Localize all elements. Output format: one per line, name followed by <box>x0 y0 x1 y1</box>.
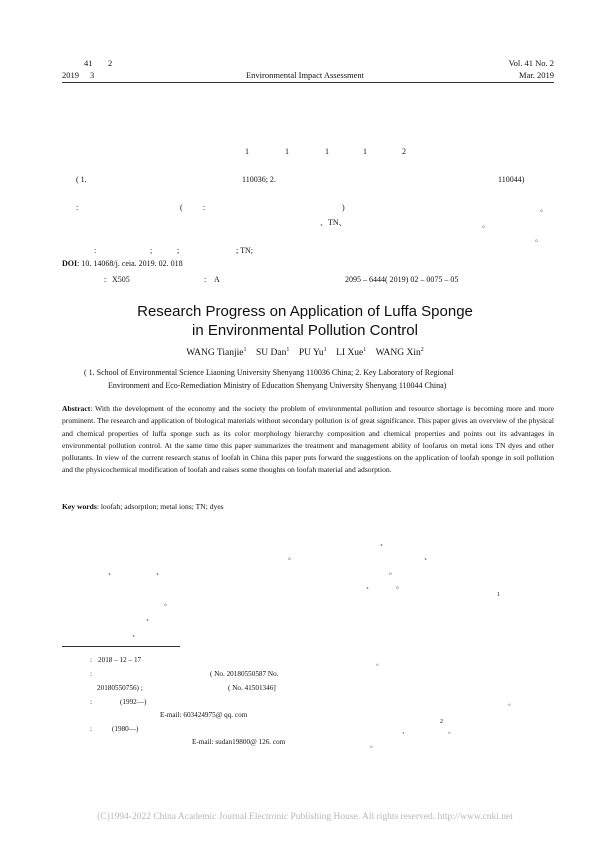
doi-value: : 10. 14068/j. ceia. 2019. 02. 018 <box>77 259 183 268</box>
cn-keywords-colon: : <box>94 246 97 255</box>
fn-author1-year: (1992—) <box>120 698 147 706</box>
footnote-rule <box>62 646 180 647</box>
cn-author-sup-3: 1 <box>325 147 329 156</box>
body-fragment: 、 <box>424 552 432 561</box>
author-en-3: PU Yu$^1$ <box>298 347 327 359</box>
author-en-5: WANG Xin$^2$ <box>375 347 424 359</box>
body-fragment: 。 <box>396 581 404 590</box>
body-fragment: 1 <box>497 592 500 598</box>
abstract-label: Abstract <box>62 404 91 413</box>
fn-fund-2: 20180550756) ; <box>97 684 143 692</box>
fn-author1-email: E-mail: 603424975@ qq. com <box>160 711 248 719</box>
cn-abstract-paren-close: ) <box>342 203 345 212</box>
cn-keywords-semi2: ; <box>177 246 180 255</box>
header-year: 2019 <box>62 70 79 80</box>
header-journal-name: Environmental Impact Assessment <box>245 70 365 80</box>
cn-abstract-paren-open: ( <box>180 203 183 212</box>
body-fragment: 、 <box>366 581 374 590</box>
keywords-en <box>62 502 224 511</box>
fn-author2-sep: 、 <box>402 727 410 735</box>
cn-author-sup-4: 1 <box>363 147 367 156</box>
cn-affiliation-code2: 110044) <box>498 175 525 184</box>
fn-fund-colon: : <box>90 670 92 678</box>
fn-author2-colon: : <box>90 725 92 733</box>
fn-dot-b: 。 <box>370 741 378 749</box>
author-en-4: LI Xue$^1$ <box>336 347 367 359</box>
cn-abstract-dot1: 。 <box>540 204 548 213</box>
fn-fund-3: ( No. 41501346] <box>228 684 276 692</box>
cn-keywords-semi1: ; <box>150 246 153 255</box>
cn-keywords-tn: ; TN; <box>236 246 253 255</box>
fn-author2-dot: 。 <box>448 727 456 735</box>
body-fragment: 。 <box>389 567 397 576</box>
doi <box>62 259 183 268</box>
header-rule <box>62 82 554 83</box>
fn-dot-a: 。 <box>376 659 384 667</box>
cn-affiliation-open: ( 1. <box>76 175 87 184</box>
abstract-text: : With the development of the economy and the society the problem of environmental pollution and resource shortage is becoming more and more prominent. The research and application of biological materials without secondary pollution is of great significance. This paper gives an overview of the physical and chemical properties of luffa sponge such as its color morphology hierarchy composition and chemical properties and points out its advantages in environmental pollution control. At the same time this paper summarizes the treatment and management ability of loofarus on metal ions TN dyes and other pollutants. In view of the current research status of loofah in China this paper puts forward the suggestions on the application of loofah sponge in soil pollution and the physicochemical modification of loofah and raises some thoughts on loofah material and adsorption. <box>62 404 554 475</box>
body-fragment: 、 <box>108 567 116 576</box>
header-date-en: Mar. 2019 <box>519 70 554 80</box>
doc-code: A <box>214 275 220 284</box>
cn-affiliation-code1: 110036; 2. <box>242 175 276 184</box>
header-volume-en: Vol. 41 No. 2 <box>508 58 554 68</box>
body-fragment: 。 <box>164 598 172 607</box>
body-fragment: 、 <box>132 629 140 638</box>
body-fragment: 、 <box>146 613 154 622</box>
fn-fund-1: ( No. 20180550587 No. <box>210 670 279 678</box>
keywords-text: : loofah; adsorption; metal ions; TN; dyes <box>96 502 224 511</box>
clc-colon: : <box>104 275 107 284</box>
fn-author1-colon: : <box>90 698 92 706</box>
affiliation-en-line1: ( 1. School of Environmental Science Liaoning University Shenyang 110036 China; 2. Key Laboratory of Regional <box>84 368 454 377</box>
cn-abstract-colon2: : <box>203 203 206 212</box>
body-fragment: 、 <box>156 567 164 576</box>
header-month: 3 <box>90 70 95 80</box>
fn-author1-dot: 。 <box>508 699 516 707</box>
fn-author2-year: (1980—) <box>112 725 139 733</box>
title-en-line2: in Environmental Pollution Control <box>192 322 418 339</box>
cn-abstract-colon: : <box>76 203 79 212</box>
keywords-label: Key words <box>62 502 97 511</box>
header-volume-number: 41 <box>84 58 93 68</box>
cn-abstract-dot3: 。 <box>535 234 543 243</box>
author-en-2: SU Dan$^1$ <box>256 347 290 359</box>
abstract-en <box>62 403 554 477</box>
cn-author-sup-2: 1 <box>285 147 289 156</box>
copyright-footer: (C)1994-2022 China Academic Journal Electronic Publishing House. All rights reserved. http://www.cnki.net <box>97 812 513 822</box>
article-id: 2095 – 6444( 2019) 02 – 0075 – 05 <box>345 275 459 284</box>
author-en-1: WANG Tianjie$^1$ <box>186 347 247 359</box>
clc-number: X505 <box>112 275 130 284</box>
fn-author2-sup: 2 <box>440 719 443 725</box>
fn-received-date: 2018 – 12 – 17 <box>98 656 142 664</box>
authors-en <box>0 347 610 358</box>
body-fragment: 。 <box>288 552 296 561</box>
body-fragment: 、 <box>380 538 388 547</box>
fn-author2-email: E-mail: sudan19800@ 126. com <box>192 738 286 746</box>
doc-code-colon: : <box>204 275 207 284</box>
fn-received-colon: : <box>90 656 92 664</box>
cn-abstract-tn: 、TN、 <box>320 218 347 227</box>
header-issue-number: 2 <box>108 58 113 68</box>
cn-author-sup-1: 1 <box>245 147 249 156</box>
cn-author-sup-5: 2 <box>402 147 406 156</box>
doi-label: DOI <box>62 259 78 268</box>
cn-abstract-dot2: 。 <box>482 220 490 229</box>
title-en-line1: Research Progress on Application of Luffa Sponge <box>137 303 473 320</box>
affiliation-en-line2: Environment and Eco-Remediation Ministry of Education Shenyang University Shenyang 110044 China) <box>108 381 447 390</box>
